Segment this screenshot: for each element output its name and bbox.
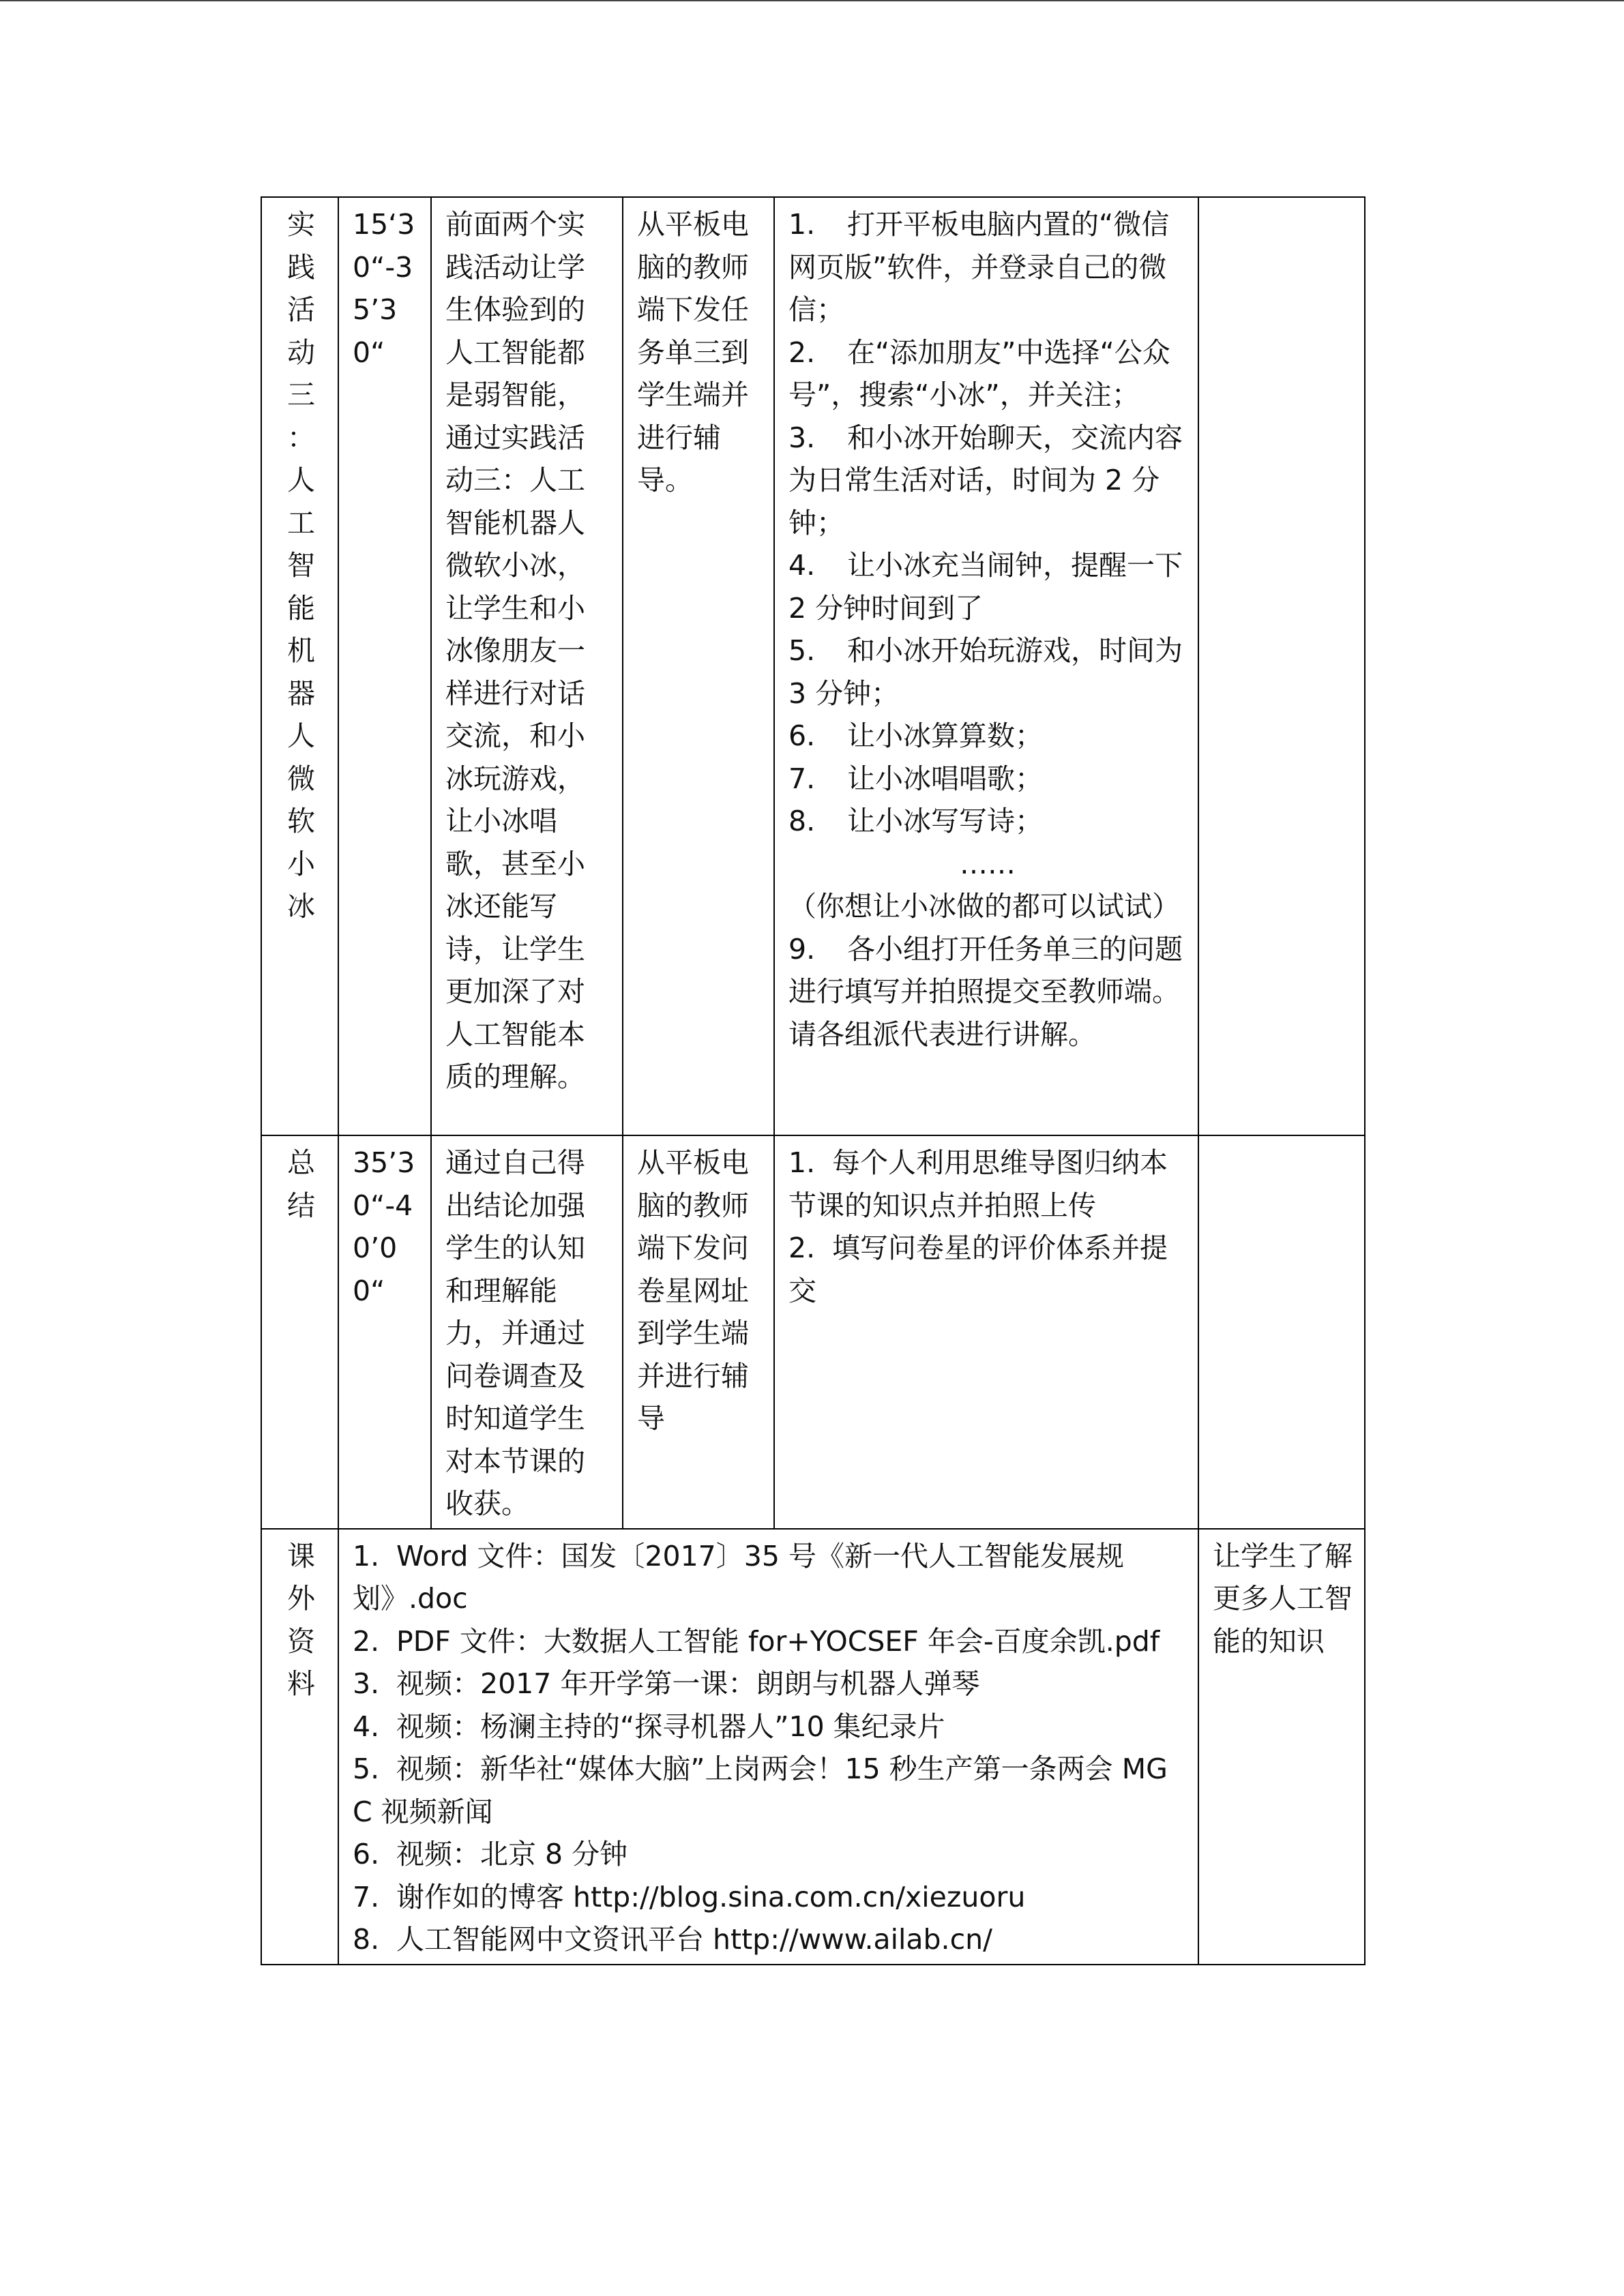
list-item: 8. 让小冰写写诗； — [788, 805, 1043, 837]
stage-cell — [261, 1529, 338, 1965]
list-item: 6. 让小冰算算数； — [788, 719, 1043, 752]
list-item: 7. 让小冰唱唱歌； — [788, 762, 1043, 795]
time-cell — [338, 197, 431, 1135]
teacher-activity-text: 从平板电脑的教师端下发问卷星网址到学生端并进行辅导 — [637, 1146, 749, 1435]
design-intent-cell — [431, 197, 623, 1135]
remark-cell — [1198, 1529, 1365, 1965]
list-item: 5. 和小冰开始玩游戏，时间为 3 分钟； — [788, 634, 1183, 710]
list-item: 3. 和小冰开始聊天，交流内容为日常生活对话，时间为 2 分钟； — [788, 421, 1183, 539]
stage-cell — [261, 1135, 338, 1529]
stage-label: 实践活动三：人工智能机器人微软小冰 — [287, 208, 315, 923]
list-item: 8. 人工智能网中文资讯平台 http://www.ailab.cn/ — [353, 1923, 992, 1956]
lesson-plan-table — [261, 196, 1365, 1965]
list-item: 2. 在“添加朋友”中选择“公众号”，搜索“小冰”，并关注； — [788, 336, 1170, 411]
design-intent-text: 前面两个实践活动让学生体验到的人工智能都是弱智能，通过实践活动三：人工智能机器人微软小冰，让学生和小冰像朋友一样进行对话交流，和小冰玩游戏，让小冰唱歌，甚至小冰还能写诗，让学生更加深了对人工智能本质的理解。 — [445, 208, 585, 1093]
list-item: 7. 谢作如的博客 http://blog.sina.com.cn/xiezuoru — [353, 1880, 1026, 1913]
design-intent-cell — [431, 1135, 623, 1529]
list-item: 1. Word 文件：国发〔2017〕35 号《新一代人工智能发展规划》.doc — [353, 1539, 1124, 1615]
design-intent-text: 通过自己得出结论加强学生的认知和理解能力，并通过问卷调查及时知道学生对本节课的收获。 — [445, 1146, 585, 1520]
student-activity-cell — [774, 197, 1198, 1135]
time-range: 15‘30“-35’30“ — [353, 208, 415, 369]
ellipsis: …… — [960, 847, 1016, 880]
note-text: （你想让小冰做的都可以试试） — [788, 890, 1180, 923]
list-item: 1. 打开平板电脑内置的“微信网页版”软件，并登录自己的微信； — [788, 208, 1170, 326]
stage-cell — [261, 197, 338, 1135]
list-item: 6. 视频：北京 8 分钟 — [353, 1838, 628, 1870]
time-cell — [338, 1135, 431, 1529]
page-top-border — [0, 0, 1624, 1]
teacher-activity-cell — [623, 1135, 774, 1529]
list-item: 4. 让小冰充当闹钟，提醒一下 2 分钟时间到了 — [788, 549, 1183, 625]
table-row-activity-three — [261, 197, 1365, 1135]
list-item: 2. PDF 文件：大数据人工智能 for+YOCSEF 年会-百度余凯.pdf — [353, 1624, 1160, 1658]
remark-cell — [1198, 197, 1365, 1135]
teacher-activity-cell — [623, 197, 774, 1135]
list-item: 3. 视频：2017 年开学第一课：朗朗与机器人弹琴 — [353, 1667, 980, 1700]
list-item: 5. 视频：新华社“媒体大脑”上岗两会！15 秒生产第一条两会 MGC 视频新闻 — [353, 1753, 1168, 1828]
stage-label: 课外资料 — [287, 1539, 315, 1700]
remark-cell — [1198, 1135, 1365, 1529]
table-row-extra-materials — [261, 1529, 1365, 1965]
remark-text: 让学生了解更多人工智能的知识 — [1213, 1539, 1353, 1658]
time-range: 35’30“-40’00“ — [353, 1146, 415, 1307]
list-item: 9. 各小组打开任务单三的问题进行填写并拍照提交至教师端。请各组派代表进行讲解。 — [788, 932, 1183, 1051]
teacher-activity-text: 从平板电脑的教师端下发任务单三到学生端并进行辅导。 — [637, 208, 749, 496]
list-item: 1. 每个人利用思维导图归纳本节课的知识点并拍照上传 — [788, 1146, 1168, 1222]
materials-cell — [338, 1529, 1198, 1965]
list-item: 2. 填写问卷星的评价体系并提交 — [788, 1232, 1168, 1307]
stage-label: 总结 — [287, 1146, 315, 1222]
table-row-summary — [261, 1135, 1365, 1529]
student-activity-cell — [774, 1135, 1198, 1529]
list-item: 4. 视频：杨澜主持的“探寻机器人”10 集纪录片 — [353, 1710, 945, 1743]
